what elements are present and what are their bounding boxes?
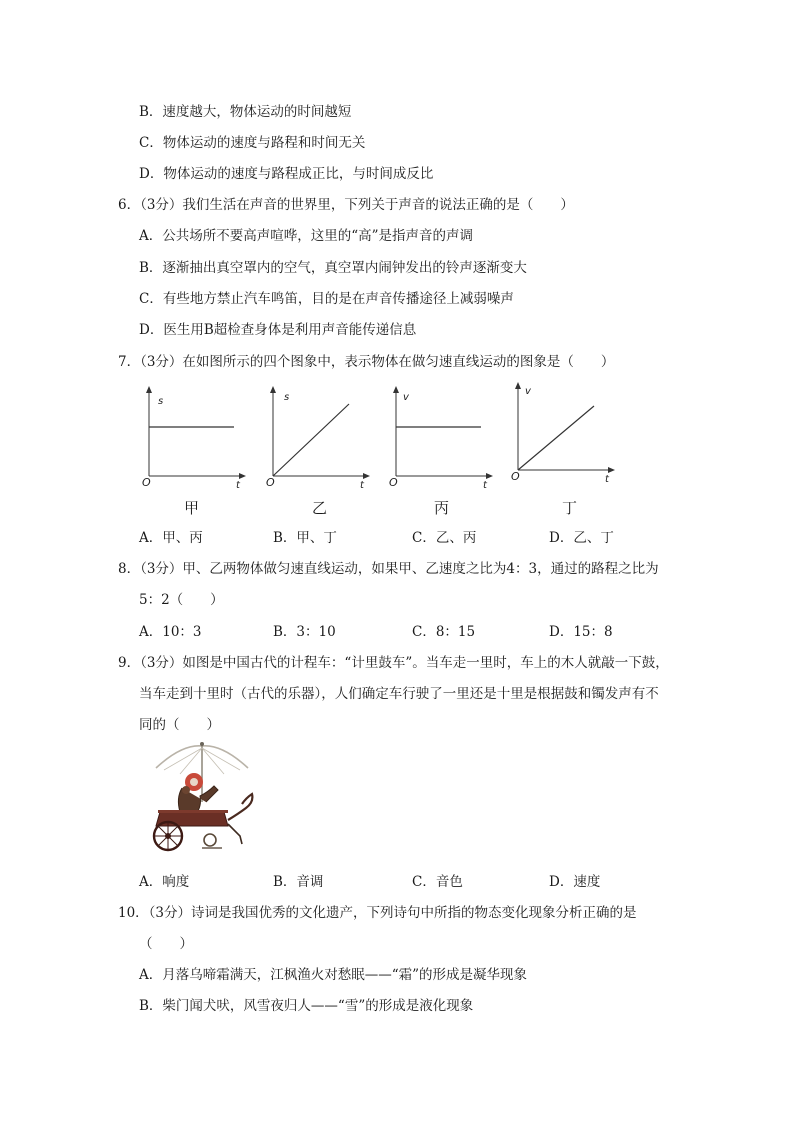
graph-label-jia: 甲 [184,499,200,517]
x-axis-label: t [605,474,609,485]
graph-jia [138,384,248,492]
q7-stem: 7．（3分）在如图所示的四个图象中，表示物体在做匀速直线运动的图象是（ ） [118,354,615,370]
y-axis-arrow [146,386,152,393]
q7-option-d: D．乙、丁 [549,530,614,546]
q8-option-c: C．8：15 [412,624,476,640]
y-axis-label: s [284,392,290,403]
q8-stem-line1: 8．（3分）甲、乙两物体做匀速直线运动，如果甲、乙速度之比为4：3，通过的路程之比为 [118,561,659,577]
q9-option-a: A．响度 [139,874,190,890]
q10-stem-line1: 10．（3分）诗词是我国优秀的文化遗产，下列诗句中所指的物态变化现象分析正确的是 [118,905,637,921]
drum-cart-image [142,740,262,858]
q8-option-b: B．3：10 [273,624,336,640]
graph-bing [385,384,495,492]
q7-option-a: A．甲、丙 [139,530,203,546]
y-axis-arrow [515,382,521,389]
x-axis-label: t [483,480,487,491]
graph-label-bing: 丙 [434,499,450,517]
q9-stem-line1: 9．（3分）如图是中国古代的计程车：“计里鼓车”。当车走一里时，车上的木人就敲一下鼓， [118,655,669,671]
origin-label: O [511,470,520,483]
x-axis-arrow [363,473,370,479]
q8-option-a: A．10：3 [139,624,202,640]
q10-stem-line2: （ ） [139,936,193,952]
graph-label-ding: 丁 [562,499,578,517]
y-axis-label: s [158,396,164,407]
graph-label-yi: 乙 [312,499,328,517]
q6-stem: 6．（3分）我们生活在声音的世界里，下列关于声音的说法正确的是（ ） [118,197,574,213]
x-axis-arrow [608,467,615,473]
y-axis-arrow [270,386,276,393]
q10-option-a: A．月落乌啼霜满天，江枫渔火对愁眠——“霜”的形成是凝华现象 [139,967,528,983]
y-axis-label: v [525,386,531,397]
q9-option-d: D．速度 [549,874,601,890]
q6-option-c: C．有些地方禁止汽车鸣笛，目的是在声音传播途径上减弱噪声 [139,291,514,307]
graph-ding [507,380,619,492]
q6-option-a: A．公共场所不要高声喧哗，这里的“高”是指声音的声调 [139,228,474,244]
q7-option-b: B．甲、丁 [273,530,337,546]
q9-stem-line3: 同的（ ） [139,717,220,733]
x-axis-arrow [486,473,493,479]
y-axis-label: v [403,392,409,403]
q6-option-d: D．医生用B超检查身体是利用声音能传递信息 [139,322,417,338]
q7-option-c: C．乙、丙 [412,530,477,546]
graph-line [273,404,349,476]
q8-option-d: D．15：8 [549,624,613,640]
q9-option-c: C．音色 [412,874,463,890]
q8-stem-line2: 5：2（ ） [139,592,224,608]
q9-stem-line2: 当车走到十里时（古代的乐器），人们确定车行驶了一里还是十里是根据鼓和镯发声有不 [139,686,659,702]
origin-label: O [142,476,151,489]
x-axis-label: t [236,480,240,491]
origin-label: O [389,476,398,489]
q5-option-d: D．物体运动的速度与路程成正比，与时间成反比 [139,166,434,182]
q10-option-b: B．柴门闻犬吠，风雪夜归人——“雪”的形成是液化现象 [139,998,474,1014]
graph-yi [262,384,372,492]
y-axis-arrow [393,386,399,393]
q5-option-c: C．物体运动的速度与路程和时间无关 [139,135,366,151]
origin-label: O [266,476,275,489]
graph-line [518,406,594,470]
x-axis-label: t [360,480,364,491]
x-axis-arrow [239,473,246,479]
q9-option-b: B．音调 [273,874,324,890]
q6-option-b: B．逐渐抽出真空罩内的空气，真空罩内闹钟发出的铃声逐渐变大 [139,260,527,276]
q5-option-b: B．速度越大，物体运动的时间越短 [139,104,352,120]
